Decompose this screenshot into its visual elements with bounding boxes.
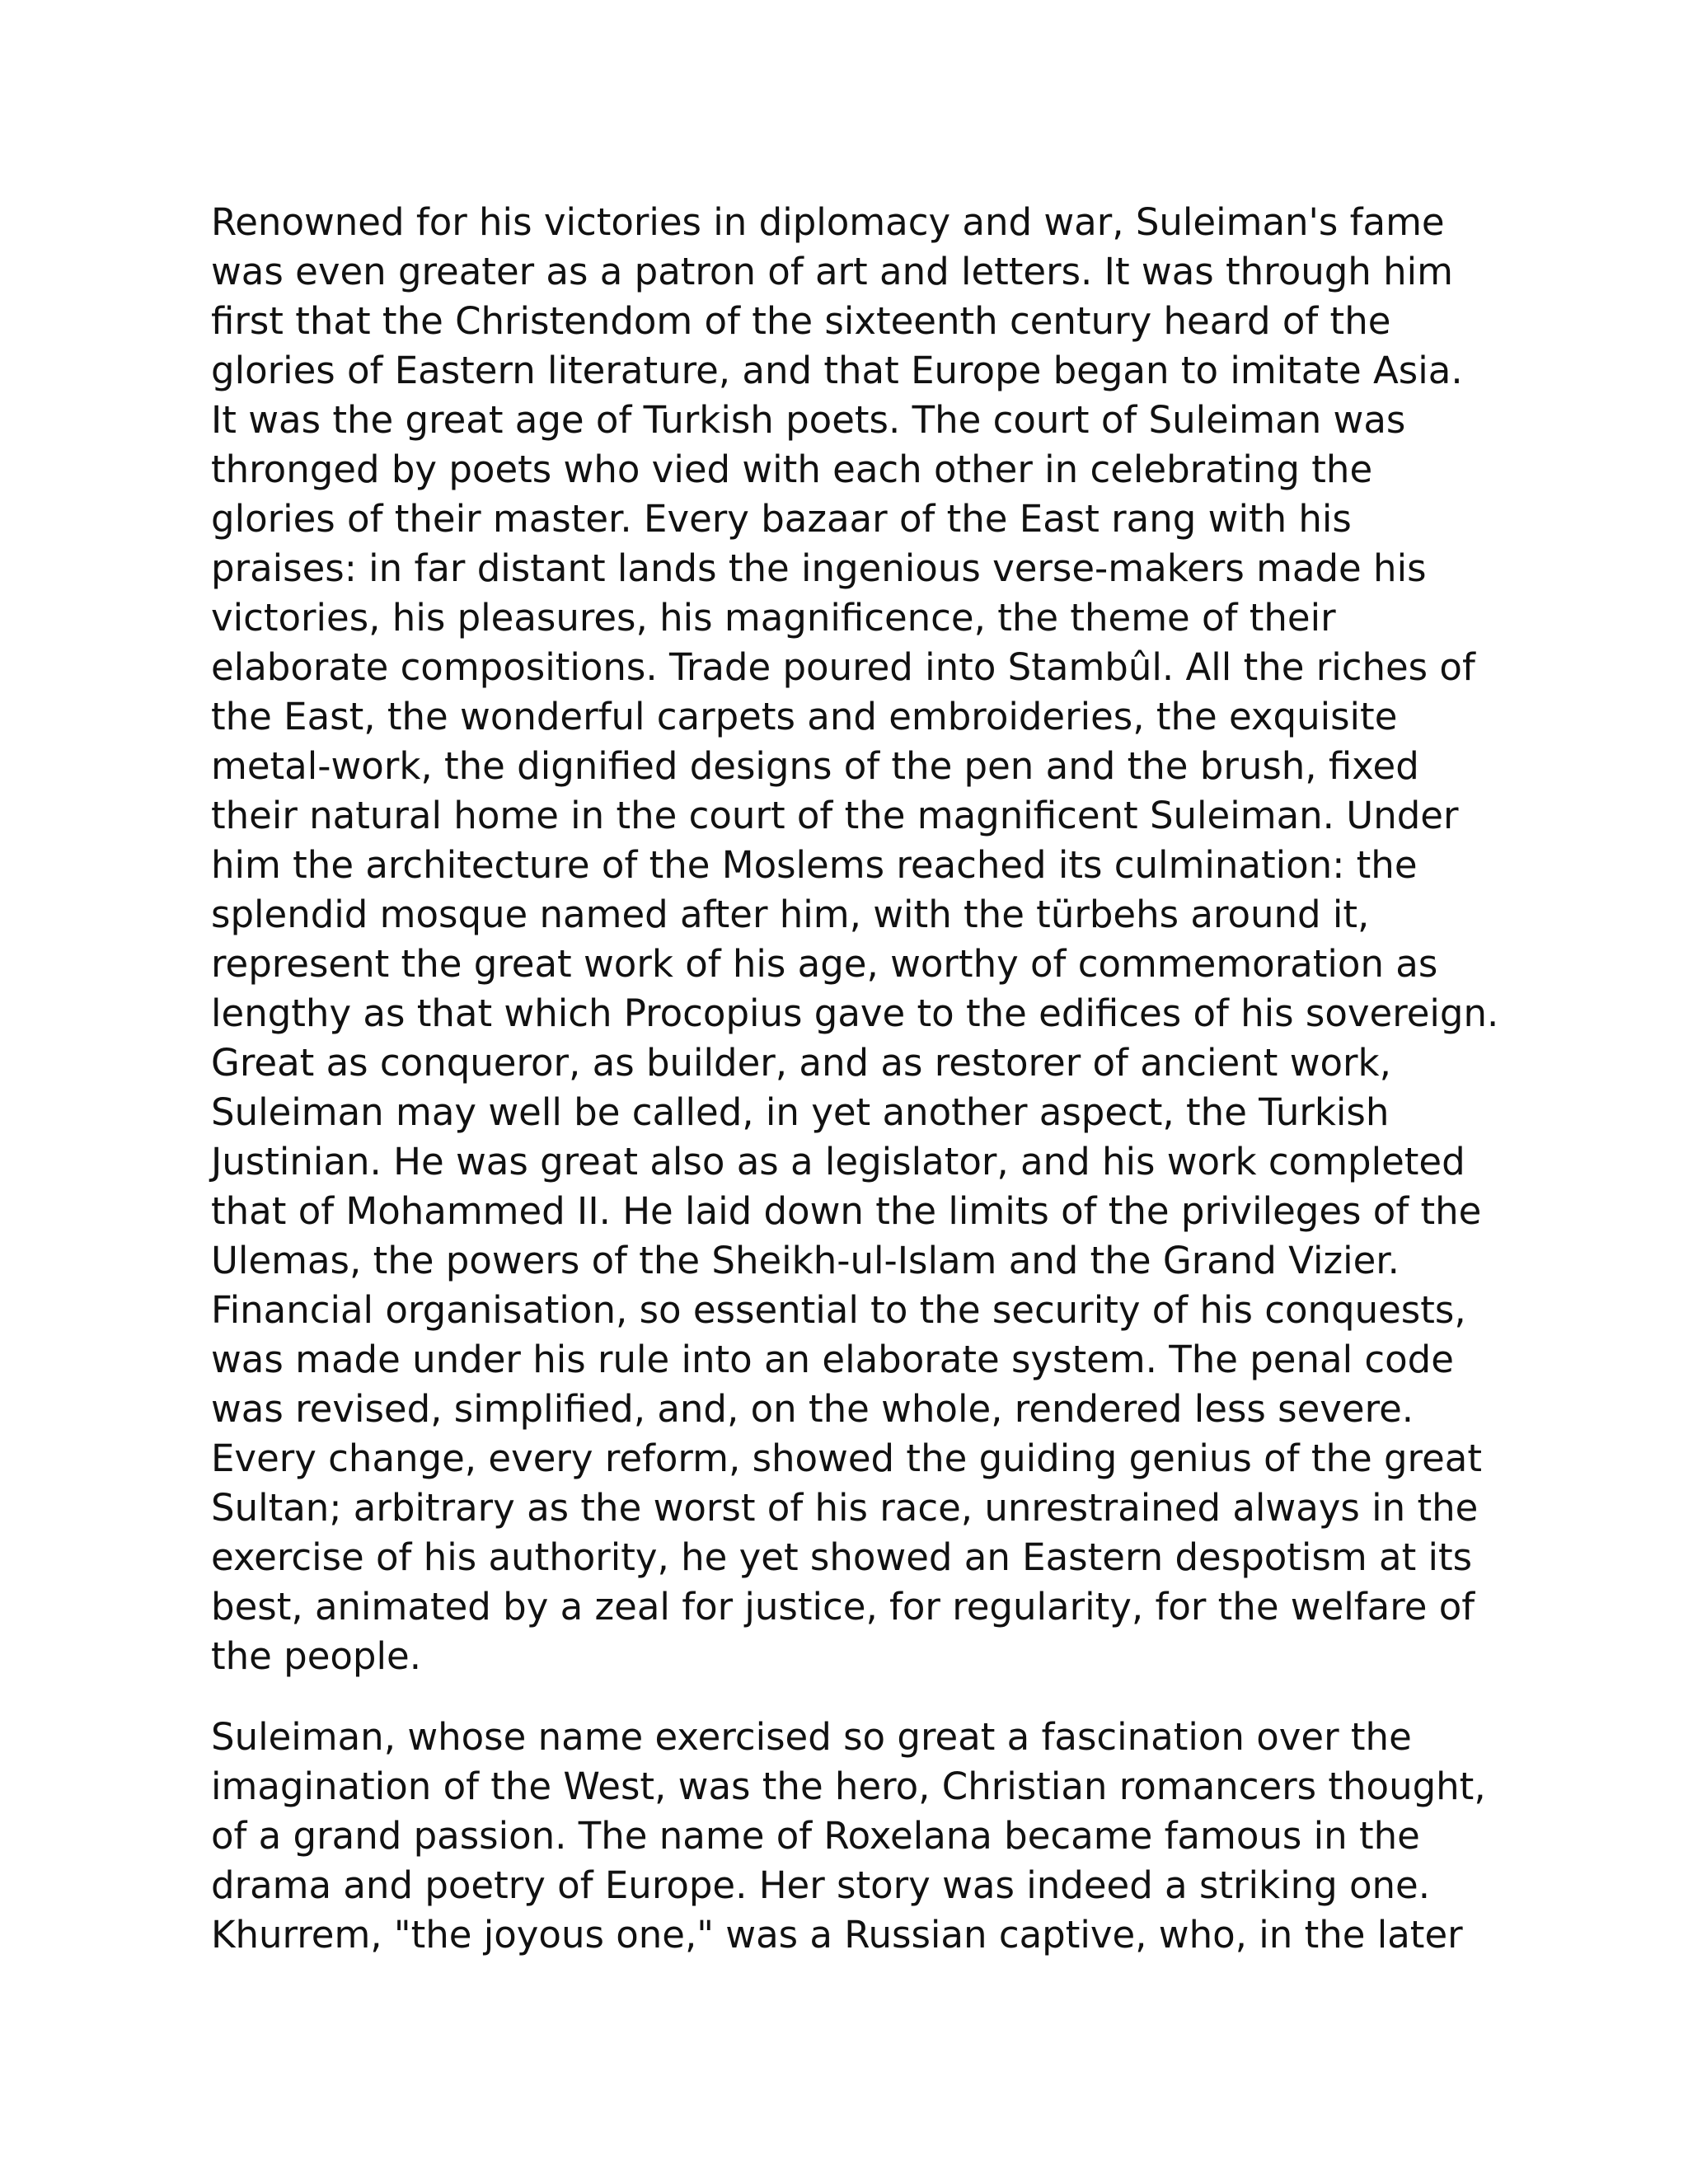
text-line: Ulemas, the powers of the Sheikh-ul-Islam and the Grand Vizier. (211, 1239, 1400, 1282)
text-line: best, animated by a zeal for justice, for regularity, for the welfare of (211, 1585, 1475, 1629)
text-line: praises: in far distant lands the ingenious verse-makers made his (211, 546, 1427, 590)
text-line: represent the great work of his age, worthy of commemoration as (211, 942, 1438, 986)
text-line: Suleiman, whose name exercised so great a fascination over the (211, 1715, 1412, 1759)
text-line: him the architecture of the Moslems reached its culmination: the (211, 843, 1418, 887)
text-line: exercise of his authority, he yet showed an Eastern despotism at its (211, 1535, 1473, 1579)
text-line: Great as conqueror, as builder, and as restorer of ancient work, (211, 1041, 1391, 1085)
text-line: elaborate compositions. Trade poured into Stambûl. All the riches of (211, 645, 1475, 689)
text-line: Khurrem, "the joyous one," was a Russian captive, who, in the later (211, 1913, 1463, 1957)
text-line: was made under his rule into an elaborate system. The penal code (211, 1338, 1454, 1381)
text-line: drama and poetry of Europe. Her story was indeed a striking one. (211, 1863, 1431, 1907)
text-line: Renowned for his victories in diplomacy and war, Suleiman's fame (211, 200, 1445, 244)
text-line: splendid mosque named after him, with the türbehs around it, (211, 893, 1370, 936)
text-line: first that the Christendom of the sixteenth century heard of the (211, 299, 1391, 343)
paragraph (211, 1713, 1497, 1960)
text-line: metal-work, the dignified designs of the pen and the brush, fixed (211, 744, 1419, 788)
text-line: imagination of the West, was the hero, Christian romancers thought, (211, 1765, 1486, 1808)
paragraph-gap (211, 1681, 1497, 1713)
text-line: was revised, simplified, and, on the whole, rendered less severe. (211, 1387, 1414, 1431)
body-text (211, 198, 1497, 1960)
text-line: Suleiman may well be called, in yet another aspect, the Turkish (211, 1090, 1390, 1134)
text-line: lengthy as that which Procopius gave to the edifices of his sovereign. (211, 991, 1499, 1035)
text-line: victories, his pleasures, his magnificence, the theme of their (211, 596, 1336, 640)
text-line: the East, the wonderful carpets and embroideries, the exquisite (211, 695, 1398, 738)
text-line: glories of Eastern literature, and that Europe began to imitate Asia. (211, 349, 1463, 392)
paragraph (211, 198, 1497, 1681)
text-line: Financial organisation, so essential to the security of his conquests, (211, 1288, 1466, 1332)
text-line: of a grand passion. The name of Roxelana became famous in the (211, 1814, 1420, 1858)
text-line: It was the great age of Turkish poets. The court of Suleiman was (211, 398, 1406, 442)
text-line: their natural home in the court of the magnificent Suleiman. Under (211, 794, 1459, 837)
text-line: Sultan; arbitrary as the worst of his race, unrestrained always in the (211, 1486, 1479, 1530)
text-line: Justinian. He was great also as a legislator, and his work completed (211, 1140, 1465, 1183)
text-line: glories of their master. Every bazaar of the East rang with his (211, 497, 1352, 541)
text-line: was even greater as a patron of art and letters. It was through him (211, 250, 1453, 293)
text-line: that of Mohammed II. He laid down the limits of the privileges of the (211, 1189, 1482, 1233)
text-line: the people. (211, 1634, 421, 1678)
text-line: thronged by poets who vied with each other in celebrating the (211, 448, 1373, 491)
text-line: Every change, every reform, showed the guiding genius of the great (211, 1436, 1482, 1480)
